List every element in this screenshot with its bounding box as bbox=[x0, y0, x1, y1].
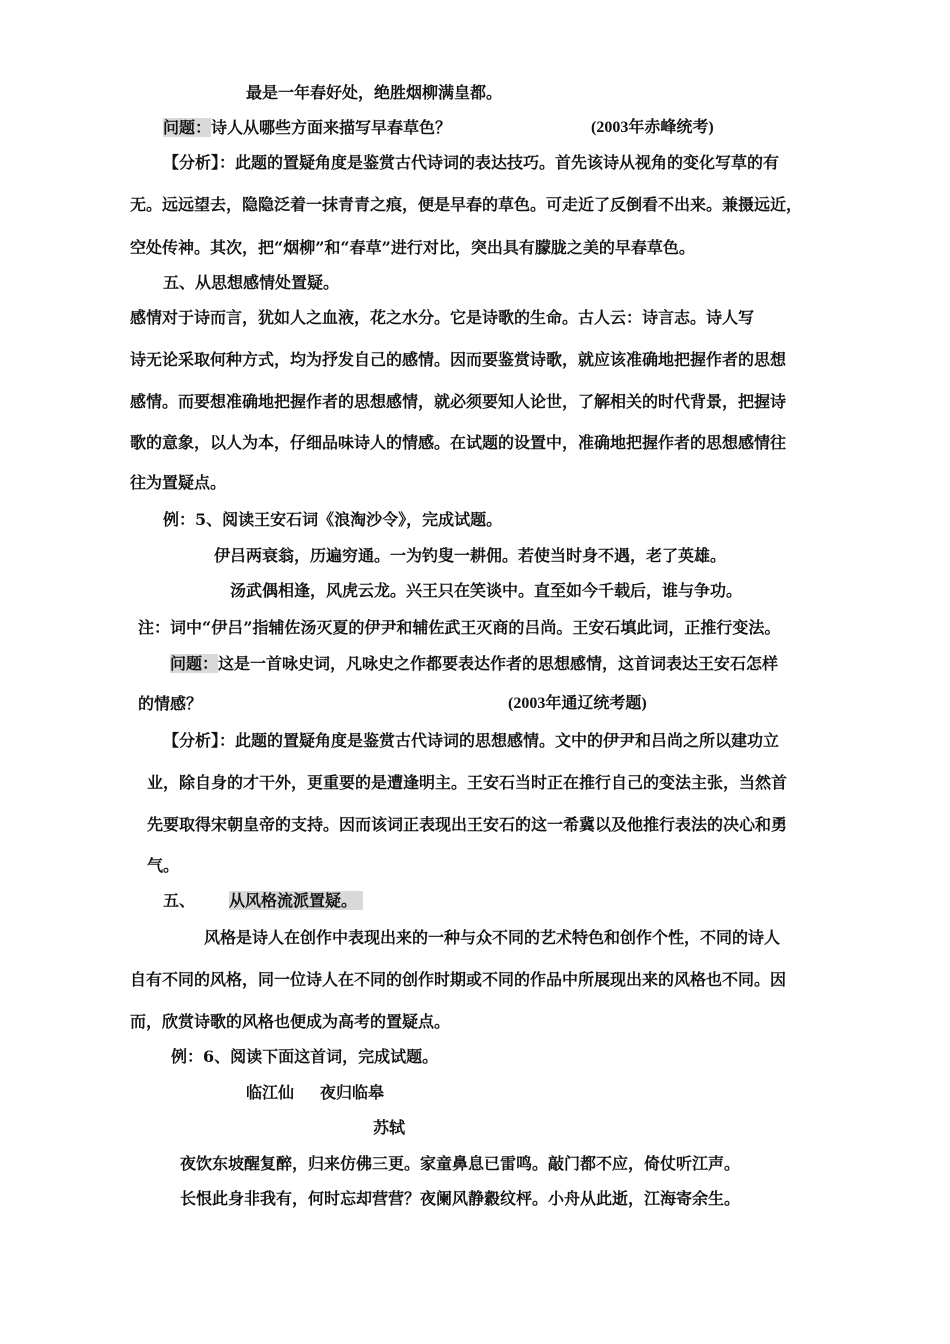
question-label: 问题： bbox=[170, 654, 219, 673]
example-6: 例：6、阅读下面这首词，完成试题。 bbox=[171, 1047, 439, 1066]
poem-line: 最是一年春好处，绝胜烟柳满皇都。 bbox=[246, 83, 503, 102]
poem-line: 夜饮东坡醒复醉，归来仿佛三更。家童鼻息已雷鸣。敲门都不应，倚仗听江声。 bbox=[180, 1154, 741, 1173]
section-heading: 五、从思想感情处置疑。 bbox=[163, 273, 340, 292]
poem-line: 长恨此身非我有，何时忘却营营？夜阑风静縠纹枰。小舟从此逝，江海寄余生。 bbox=[180, 1189, 741, 1208]
poem-subtitle: 夜归临皋 bbox=[320, 1083, 385, 1102]
section-number: 五、 bbox=[163, 891, 196, 910]
question-text: 诗人从哪些方面来描写早春草色？ bbox=[211, 118, 452, 137]
paragraph-line: 风格是诗人在创作中表现出来的一种与众不同的艺术特色和创作个性，不同的诗人 bbox=[204, 928, 781, 947]
question-label: 问题： bbox=[163, 118, 212, 137]
question-source: (2003年赤峰统考) bbox=[591, 119, 714, 136]
analysis-1-line: 无。远远望去，隐隐泛着一抹青青之痕，便是早春的草色。可走近了反倒看不出来。兼摄远近， bbox=[130, 195, 803, 214]
question-text: 这是一首咏史词，凡咏史之作都要表达作者的思想感情，这首词表达王安石怎样 bbox=[218, 654, 779, 673]
analysis-2-line: 先要取得宋朝皇帝的支持。因而该词正表现出王安石的这一希冀以及他推行表法的决心和勇 bbox=[147, 815, 788, 834]
question-1 bbox=[163, 118, 451, 138]
paragraph-line: 感情。而要想准确地把握作者的思想感情，就必须要知人论世，了解相关的时代背景，把握诗 bbox=[130, 392, 787, 411]
analysis-label: 【分析】 bbox=[163, 731, 220, 750]
poem-line: 伊吕两衰翁，历遍穷通。一为钓叟一耕佣。若使当时身不遇，老了英雄。 bbox=[214, 546, 727, 565]
note: 注：词中“伊吕”指辅佐汤灭夏的伊尹和辅佐武王灭商的吕尚。王安石填此词，正推行变法。 bbox=[138, 618, 781, 637]
paragraph-line: 感情对于诗而言，犹如人之血液，花之水分。它是诗歌的生命。古人云：诗言志。诗人写 bbox=[130, 308, 755, 327]
paragraph-line: 往为置疑点。 bbox=[130, 473, 227, 492]
section-heading: 从风格流派置疑。 bbox=[229, 891, 363, 911]
analysis-2-line: 【分析】：此题的置疑角度是鉴赏古代诗词的思想感情。文中的伊尹和吕尚之所以建功立 bbox=[163, 731, 780, 750]
paragraph-line: 歌的意象，以人为本，仔细品味诗人的情感。在试题的设置中，准确地把握作者的思想感情往 bbox=[130, 433, 787, 452]
analysis-2-line: 气。 bbox=[147, 856, 180, 875]
example-5: 例：5、阅读王安石词《浪淘沙令》，完成试题。 bbox=[163, 510, 503, 529]
analysis-1-line: 【分析】：此题的置疑角度是鉴赏古代诗词的表达技巧。首先该诗从视角的变化写草的有 bbox=[163, 153, 780, 172]
poem-line: 汤武偶相逢，风虎云龙。兴王只在笑谈中。直至如今千载后，谁与争功。 bbox=[230, 581, 743, 600]
paragraph-line: 而，欣赏诗歌的风格也便成为高考的置疑点。 bbox=[130, 1012, 451, 1031]
poem-title: 临江仙 bbox=[246, 1083, 295, 1102]
question-source: (2003年通辽统考题) bbox=[508, 695, 647, 712]
question-2 bbox=[170, 654, 778, 674]
poem-author: 苏轼 bbox=[373, 1118, 406, 1137]
paragraph-line: 自有不同的风格，同一位诗人在不同的创作时期或不同的作品中所展现出来的风格也不同。因 bbox=[130, 970, 787, 989]
analysis-2-line: 业，除自身的才干外，更重要的是遭逢明主。王安石当时正在推行自己的变法主张，当然首 bbox=[147, 773, 788, 792]
analysis-1-line: 空处传神。其次，把“烟柳”和“春草”进行对比，突出具有朦胧之美的早春草色。 bbox=[130, 238, 695, 257]
paragraph-line: 诗无论采取何种方式，均为抒发自己的感情。因而要鉴赏诗歌，就应该准确地把握作者的思想 bbox=[130, 350, 787, 369]
analysis-label: 【分析】 bbox=[163, 153, 220, 172]
question-text: 的情感？ bbox=[138, 694, 203, 713]
